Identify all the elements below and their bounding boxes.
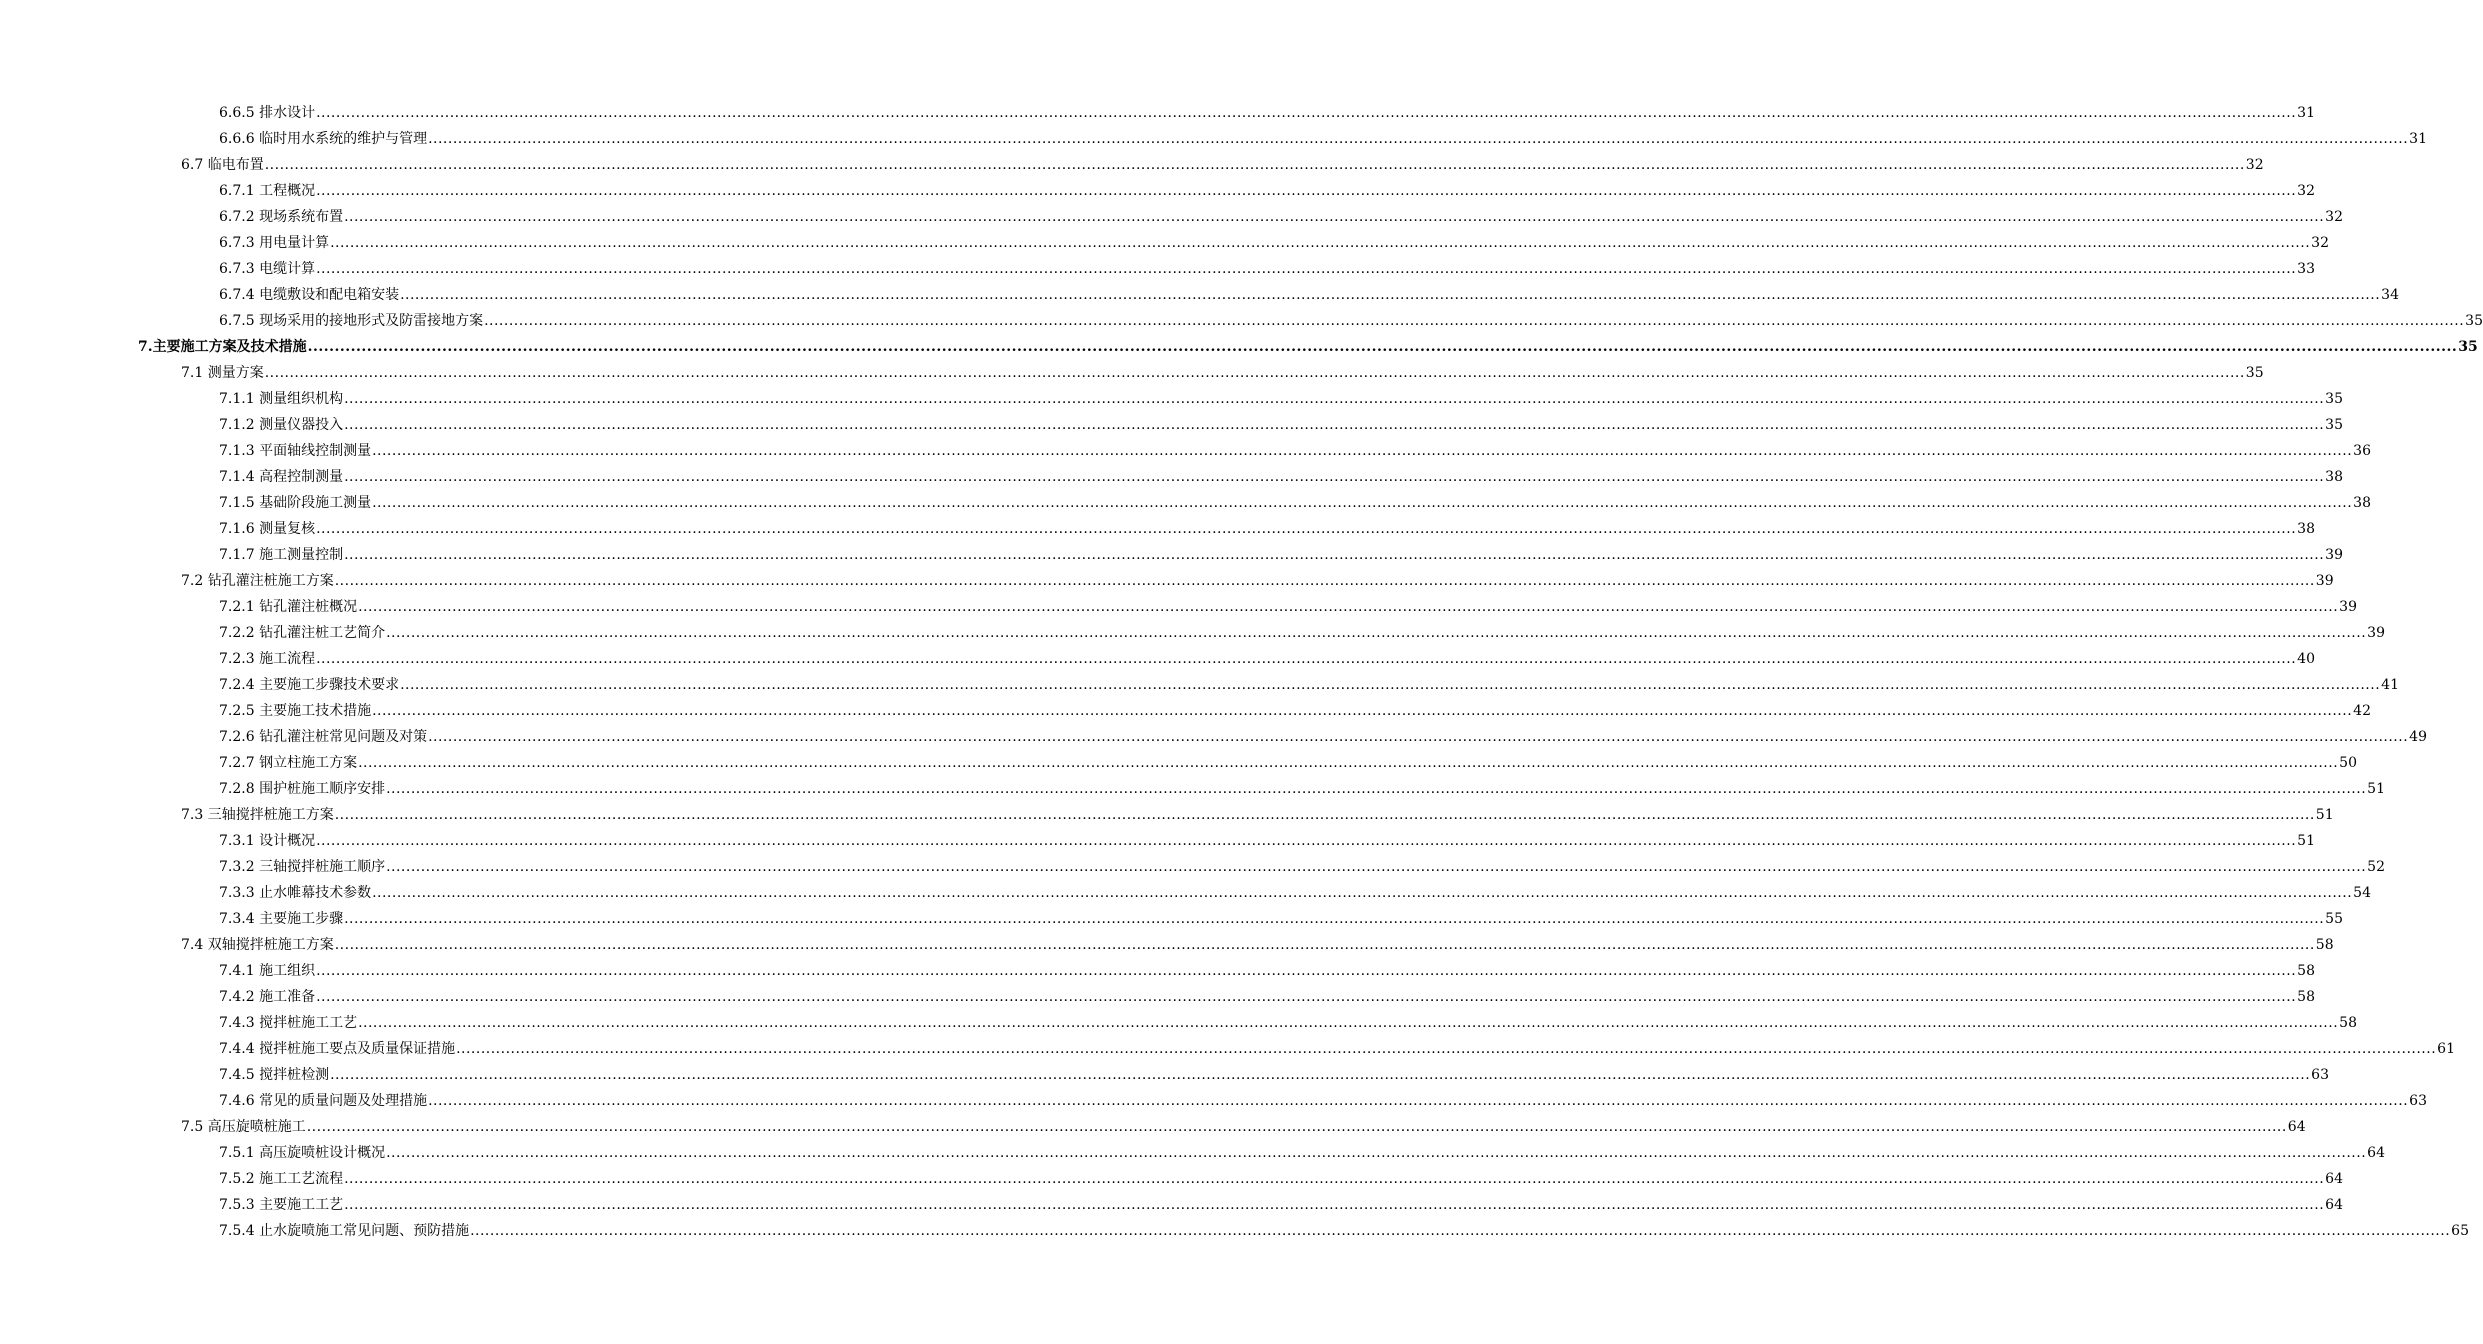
toc-entry-label: 7.4.2 施工准备 — [219, 989, 316, 1005]
toc-entry-page-number: 50 — [2339, 755, 2357, 771]
toc-entry-label: 6.7 临电布置 — [181, 157, 264, 173]
toc-dot-leader: ................................................................................................................................................................................................................................................................................................................................................................................................................ — [344, 1197, 2325, 1213]
toc-entry-page-number: 36 — [2353, 443, 2371, 459]
toc-entry-label: 7.3.4 主要施工步骤 — [219, 911, 344, 927]
toc-dot-leader: ................................................................................................................................................................................................................................................................................................................................................................................................................ — [344, 911, 2325, 927]
toc-entry[interactable] — [0, 828, 2315, 854]
toc-entry-page-number: 64 — [2367, 1145, 2385, 1161]
toc-entry-page-number: 35 — [2458, 339, 2478, 355]
toc-entry[interactable] — [0, 958, 2315, 984]
toc-entry-page-number: 52 — [2367, 859, 2385, 875]
toc-entry-label: 7.主要施工方案及技术措施 — [138, 339, 307, 355]
toc-entry[interactable] — [0, 932, 2334, 958]
toc-entry-label: 7.3.2 三轴搅拌桩施工顺序 — [219, 859, 386, 875]
toc-entry-label: 7.4.6 常见的质量问题及处理措施 — [219, 1093, 428, 1109]
toc-dot-leader: ................................................................................................................................................................................................................................................................................................................................................................................................................ — [334, 937, 2315, 953]
toc-entry-label: 7.4 双轴搅拌桩施工方案 — [181, 937, 334, 953]
toc-dot-leader: ................................................................................................................................................................................................................................................................................................................................................................................................................ — [386, 781, 2367, 797]
toc-dot-leader: ................................................................................................................................................................................................................................................................................................................................................................................................................ — [334, 807, 2315, 823]
toc-entry[interactable] — [0, 646, 2315, 672]
toc-dot-leader: ................................................................................................................................................................................................................................................................................................................................................................................................................ — [428, 1093, 2409, 1109]
toc-entry-label: 7.1.5 基础阶段施工测量 — [219, 495, 372, 511]
toc-dot-leader: ................................................................................................................................................................................................................................................................................................................................................................................................................ — [316, 963, 2297, 979]
toc-entry-label: 7.4.5 搅拌桩检测 — [219, 1067, 330, 1083]
toc-dot-leader: ................................................................................................................................................................................................................................................................................................................................................................................................................ — [428, 131, 2409, 147]
toc-entry[interactable] — [0, 100, 2315, 126]
toc-entry[interactable] — [0, 516, 2315, 542]
toc-entry-page-number: 64 — [2325, 1197, 2343, 1213]
toc-entry-page-number: 63 — [2409, 1093, 2427, 1109]
toc-dot-leader: ................................................................................................................................................................................................................................................................................................................................................................................................................ — [344, 469, 2325, 485]
toc-entry-label: 7.2 钻孔灌注桩施工方案 — [181, 573, 334, 589]
toc-entry-page-number: 32 — [2297, 183, 2315, 199]
toc-entry-label: 7.1.1 测量组织机构 — [219, 391, 344, 407]
toc-entry-page-number: 33 — [2297, 261, 2315, 277]
toc-entry-label: 7.4.1 施工组织 — [219, 963, 316, 979]
toc-entry-page-number: 31 — [2297, 105, 2315, 121]
toc-entry-page-number: 63 — [2311, 1067, 2329, 1083]
toc-entry-label: 7.2.1 钻孔灌注桩概况 — [219, 599, 358, 615]
toc-entry[interactable] — [0, 1088, 2427, 1114]
toc-dot-leader: ................................................................................................................................................................................................................................................................................................................................................................................................................ — [316, 521, 2297, 537]
toc-entry-page-number: 65 — [2451, 1223, 2469, 1239]
toc-entry[interactable] — [0, 1140, 2385, 1166]
toc-entry-page-number: 34 — [2381, 287, 2399, 303]
toc-dot-leader: ................................................................................................................................................................................................................................................................................................................................................................................................................ — [400, 677, 2381, 693]
toc-dot-leader: ................................................................................................................................................................................................................................................................................................................................................................................................................ — [372, 443, 2353, 459]
toc-entry[interactable] — [0, 360, 2264, 386]
toc-entry-label: 7.1 测量方案 — [181, 365, 264, 381]
toc-entry-page-number: 39 — [2339, 599, 2357, 615]
table-of-contents — [0, 100, 2483, 1244]
toc-dot-leader: ................................................................................................................................................................................................................................................................................................................................................................................................................ — [316, 183, 2297, 199]
toc-entry-page-number: 38 — [2325, 469, 2343, 485]
toc-entry-page-number: 31 — [2409, 131, 2427, 147]
toc-entry[interactable] — [0, 386, 2343, 412]
toc-dot-leader: ................................................................................................................................................................................................................................................................................................................................................................................................................ — [428, 729, 2409, 745]
toc-entry[interactable] — [0, 776, 2385, 802]
toc-entry[interactable] — [0, 464, 2343, 490]
toc-entry-label: 7.1.4 高程控制测量 — [219, 469, 344, 485]
toc-dot-leader: ................................................................................................................................................................................................................................................................................................................................................................................................................ — [484, 313, 2465, 329]
toc-entry[interactable] — [0, 802, 2334, 828]
toc-entry[interactable] — [0, 178, 2315, 204]
toc-entry-page-number: 58 — [2297, 989, 2315, 1005]
toc-dot-leader: ................................................................................................................................................................................................................................................................................................................................................................................................................ — [316, 105, 2297, 121]
toc-entry-page-number: 32 — [2311, 235, 2329, 251]
toc-dot-leader: ................................................................................................................................................................................................................................................................................................................................................................................................................ — [344, 547, 2325, 563]
toc-entry[interactable] — [0, 698, 2371, 724]
toc-entry[interactable] — [0, 568, 2334, 594]
toc-entry[interactable] — [0, 724, 2427, 750]
toc-entry-page-number: 35 — [2465, 313, 2483, 329]
toc-entry[interactable] — [0, 880, 2371, 906]
toc-entry-page-number: 39 — [2325, 547, 2343, 563]
toc-dot-leader: ................................................................................................................................................................................................................................................................................................................................................................................................................ — [358, 599, 2339, 615]
toc-entry-label: 6.7.3 用电量计算 — [219, 235, 330, 251]
toc-entry[interactable] — [0, 1218, 2469, 1244]
toc-entry[interactable] — [0, 308, 2483, 334]
toc-entry-label: 7.1.6 测量复核 — [219, 521, 316, 537]
toc-entry-label: 7.2.5 主要施工技术措施 — [219, 703, 372, 719]
toc-entry-label: 7.1.2 测量仪器投入 — [219, 417, 344, 433]
toc-entry-label: 7.2.2 钻孔灌注桩工艺简介 — [219, 625, 386, 641]
toc-entry[interactable] — [0, 1010, 2357, 1036]
toc-entry-label: 7.2.7 钢立柱施工方案 — [219, 755, 358, 771]
toc-entry-page-number: 38 — [2297, 521, 2315, 537]
toc-entry[interactable] — [0, 490, 2371, 516]
toc-entry[interactable] — [0, 334, 2478, 360]
toc-entry-label: 6.7.2 现场系统布置 — [219, 209, 344, 225]
toc-entry[interactable] — [0, 1062, 2329, 1088]
toc-entry-page-number: 41 — [2381, 677, 2399, 693]
toc-entry[interactable] — [0, 1114, 2306, 1140]
toc-entry-label: 6.7.3 电缆计算 — [219, 261, 316, 277]
toc-entry[interactable] — [0, 126, 2427, 152]
toc-dot-leader: ................................................................................................................................................................................................................................................................................................................................................................................................................ — [264, 157, 2245, 173]
toc-entry[interactable] — [0, 204, 2343, 230]
toc-entry-label: 7.5.3 主要施工工艺 — [219, 1197, 344, 1213]
toc-entry-label: 7.5.1 高压旋喷桩设计概况 — [219, 1145, 386, 1161]
toc-entry-page-number: 35 — [2245, 365, 2264, 381]
toc-entry[interactable] — [0, 1192, 2343, 1218]
toc-entry-page-number: 38 — [2353, 495, 2371, 511]
toc-dot-leader: ................................................................................................................................................................................................................................................................................................................................................................................................................ — [358, 1015, 2339, 1031]
toc-dot-leader: ................................................................................................................................................................................................................................................................................................................................................................................................................ — [307, 339, 2458, 355]
toc-dot-leader: ................................................................................................................................................................................................................................................................................................................................................................................................................ — [386, 859, 2367, 875]
toc-entry-label: 7.5 高压旋喷桩施工 — [181, 1119, 306, 1135]
toc-entry-label: 7.4.3 搅拌桩施工工艺 — [219, 1015, 358, 1031]
toc-dot-leader: ................................................................................................................................................................................................................................................................................................................................................................................................................ — [386, 625, 2367, 641]
toc-entry-page-number: 49 — [2409, 729, 2427, 745]
toc-entry-label: 7.1.7 施工测量控制 — [219, 547, 344, 563]
toc-entry[interactable] — [0, 672, 2399, 698]
toc-dot-leader: ................................................................................................................................................................................................................................................................................................................................................................................................................ — [386, 1145, 2367, 1161]
toc-entry-label: 7.2.3 施工流程 — [219, 651, 316, 667]
toc-dot-leader: ................................................................................................................................................................................................................................................................................................................................................................................................................ — [372, 495, 2353, 511]
toc-entry[interactable] — [0, 620, 2385, 646]
toc-entry-page-number: 64 — [2287, 1119, 2306, 1135]
toc-dot-leader: ................................................................................................................................................................................................................................................................................................................................................................................................................ — [330, 1067, 2311, 1083]
toc-entry[interactable] — [0, 230, 2329, 256]
toc-entry-page-number: 51 — [2367, 781, 2385, 797]
toc-entry-label: 6.7.1 工程概况 — [219, 183, 316, 199]
toc-entry-page-number: 35 — [2325, 417, 2343, 433]
toc-entry[interactable] — [0, 854, 2385, 880]
toc-dot-leader: ................................................................................................................................................................................................................................................................................................................................................................................................................ — [372, 703, 2353, 719]
toc-dot-leader: ................................................................................................................................................................................................................................................................................................................................................................................................................ — [344, 417, 2325, 433]
toc-dot-leader: ................................................................................................................................................................................................................................................................................................................................................................................................................ — [330, 235, 2311, 251]
toc-dot-leader: ................................................................................................................................................................................................................................................................................................................................................................................................................ — [344, 209, 2325, 225]
toc-entry-label: 7.5.2 施工工艺流程 — [219, 1171, 344, 1187]
toc-dot-leader: ................................................................................................................................................................................................................................................................................................................................................................................................................ — [316, 833, 2297, 849]
toc-entry[interactable] — [0, 906, 2343, 932]
toc-entry-page-number: 40 — [2297, 651, 2315, 667]
toc-entry-page-number: 51 — [2297, 833, 2315, 849]
toc-entry-page-number: 61 — [2437, 1041, 2455, 1057]
toc-entry[interactable] — [0, 594, 2357, 620]
toc-entry-page-number: 51 — [2315, 807, 2334, 823]
toc-dot-leader: ................................................................................................................................................................................................................................................................................................................................................................................................................ — [316, 989, 2297, 1005]
toc-entry-label: 7.3 三轴搅拌桩施工方案 — [181, 807, 334, 823]
toc-dot-leader: ................................................................................................................................................................................................................................................................................................................................................................................................................ — [456, 1041, 2437, 1057]
toc-entry-label: 6.7.5 现场采用的接地形式及防雷接地方案 — [219, 313, 484, 329]
toc-entry-page-number: 32 — [2245, 157, 2264, 173]
toc-entry[interactable] — [0, 750, 2357, 776]
toc-dot-leader: ................................................................................................................................................................................................................................................................................................................................................................................................................ — [358, 755, 2339, 771]
toc-entry-label: 7.5.4 止水旋喷施工常见问题、预防措施 — [219, 1223, 470, 1239]
toc-entry-label: 7.4.4 搅拌桩施工要点及质量保证措施 — [219, 1041, 456, 1057]
toc-entry-page-number: 39 — [2367, 625, 2385, 641]
toc-entry[interactable] — [0, 256, 2315, 282]
toc-entry-label: 7.2.4 主要施工步骤技术要求 — [219, 677, 400, 693]
toc-entry-page-number: 55 — [2325, 911, 2343, 927]
toc-entry[interactable] — [0, 984, 2315, 1010]
toc-dot-leader: ................................................................................................................................................................................................................................................................................................................................................................................................................ — [334, 573, 2315, 589]
toc-entry[interactable] — [0, 282, 2399, 308]
toc-dot-leader: ................................................................................................................................................................................................................................................................................................................................................................................................................ — [306, 1119, 2287, 1135]
toc-entry[interactable] — [0, 438, 2371, 464]
toc-dot-leader: ................................................................................................................................................................................................................................................................................................................................................................................................................ — [344, 391, 2325, 407]
toc-entry[interactable] — [0, 1166, 2343, 1192]
toc-entry-page-number: 54 — [2353, 885, 2371, 901]
toc-dot-leader: ................................................................................................................................................................................................................................................................................................................................................................................................................ — [372, 885, 2353, 901]
toc-dot-leader: ................................................................................................................................................................................................................................................................................................................................................................................................................ — [470, 1223, 2451, 1239]
toc-entry-page-number: 58 — [2339, 1015, 2357, 1031]
toc-dot-leader: ................................................................................................................................................................................................................................................................................................................................................................................................................ — [264, 365, 2245, 381]
toc-entry-page-number: 58 — [2297, 963, 2315, 979]
toc-entry-label: 6.6.5 排水设计 — [219, 105, 316, 121]
toc-dot-leader: ................................................................................................................................................................................................................................................................................................................................................................................................................ — [316, 261, 2297, 277]
toc-entry-page-number: 42 — [2353, 703, 2371, 719]
toc-entry-label: 7.1.3 平面轴线控制测量 — [219, 443, 372, 459]
toc-entry-label: 7.2.8 围护桩施工顺序安排 — [219, 781, 386, 797]
toc-entry[interactable] — [0, 412, 2343, 438]
toc-dot-leader: ................................................................................................................................................................................................................................................................................................................................................................................................................ — [344, 1171, 2325, 1187]
toc-dot-leader: ................................................................................................................................................................................................................................................................................................................................................................................................................ — [400, 287, 2381, 303]
toc-entry-label: 7.2.6 钻孔灌注桩常见问题及对策 — [219, 729, 428, 745]
toc-entry-label: 7.3.3 止水帷幕技术参数 — [219, 885, 372, 901]
toc-entry[interactable] — [0, 1036, 2455, 1062]
toc-entry-page-number: 35 — [2325, 391, 2343, 407]
toc-entry-label: 6.7.4 电缆敷设和配电箱安装 — [219, 287, 400, 303]
toc-entry-page-number: 39 — [2315, 573, 2334, 589]
toc-entry-label: 6.6.6 临时用水系统的维护与管理 — [219, 131, 428, 147]
toc-entry-label: 7.3.1 设计概况 — [219, 833, 316, 849]
toc-entry-page-number: 64 — [2325, 1171, 2343, 1187]
toc-dot-leader: ................................................................................................................................................................................................................................................................................................................................................................................................................ — [316, 651, 2297, 667]
toc-entry[interactable] — [0, 152, 2264, 178]
toc-entry[interactable] — [0, 542, 2343, 568]
toc-entry-page-number: 58 — [2315, 937, 2334, 953]
toc-entry-page-number: 32 — [2325, 209, 2343, 225]
